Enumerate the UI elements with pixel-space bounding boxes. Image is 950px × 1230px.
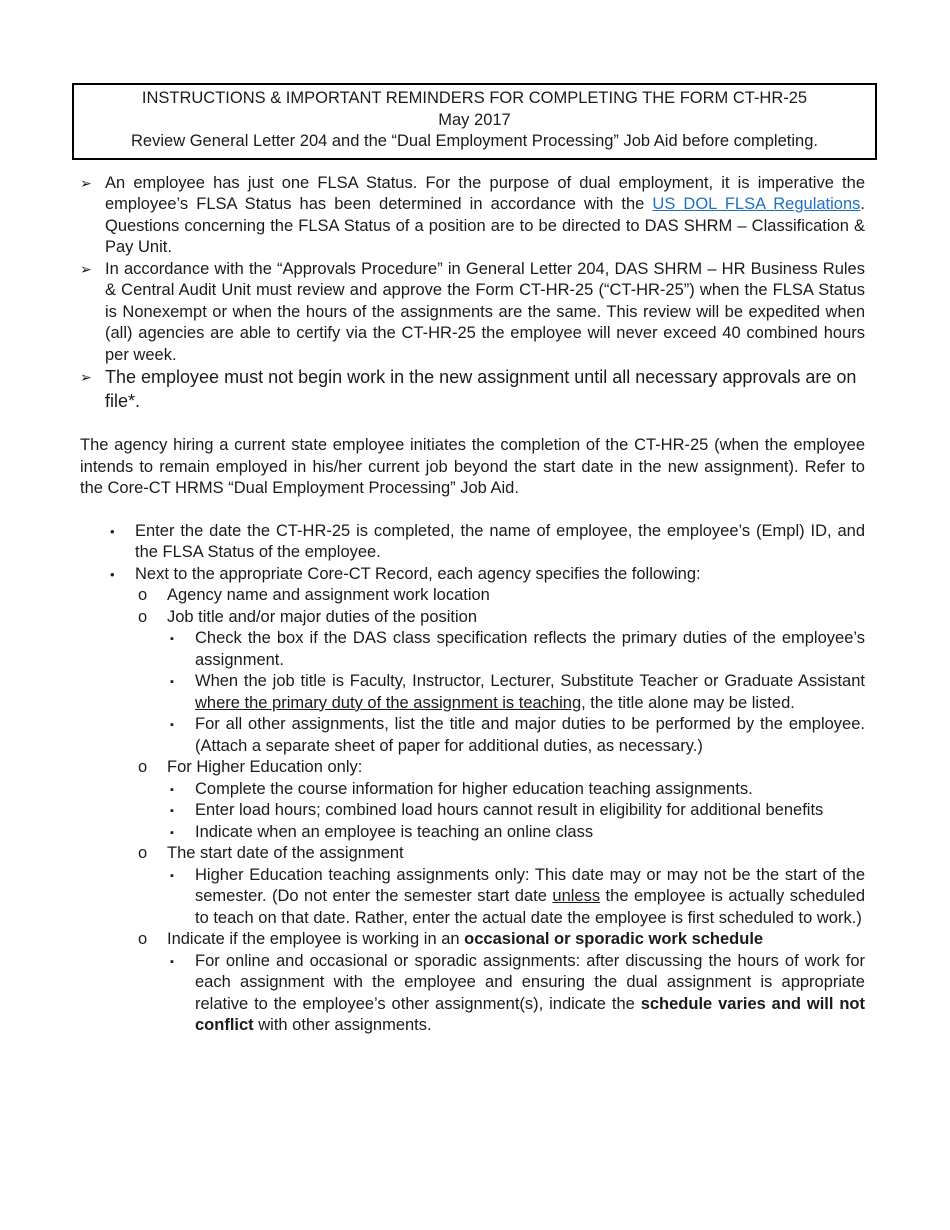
text-run: Indicate if the employee is working in an (167, 930, 465, 948)
bullet-item-check-box (80, 628, 865, 671)
intro-paragraph: The agency hiring a current state employee initiates the completion of the CT-HR-25 (when the employee intends to remain employed in his/her current job beyond the start date in the new assignment). Refer to the Core-CT HRMS “Dual Employment Processing” Job Aid. (80, 436, 865, 497)
text-run-bold: occasional or sporadic work schedule (464, 930, 764, 948)
reminder-item-must-not-begin (80, 366, 865, 413)
square-bullet-icon: ▪ (170, 783, 174, 796)
bullet-item-online-class (80, 822, 865, 844)
circle-bullet-icon: o (138, 844, 148, 862)
text-run: The start date of the assignment (167, 844, 404, 862)
bullet-item-course-information (80, 779, 865, 801)
text-run: Complete the course information for higher education teaching assignments. (195, 779, 753, 798)
text-run: When the job title is Faculty, Instructor, Lecturer, Substitute Teacher or Graduate Assistant (195, 672, 865, 690)
dot-bullet-icon: • (110, 566, 115, 582)
text-run: with other assignments. (253, 1016, 432, 1034)
square-bullet-icon: ▪ (170, 869, 174, 882)
circle-bullet-icon: o (138, 930, 148, 948)
circle-bullet-icon: o (138, 607, 148, 626)
bullet-item-online-occasional (80, 951, 865, 1037)
square-bullet-icon: ▪ (170, 805, 174, 817)
text-run: An employee has just one FLSA Status. For the purpose of dual employment, it is imperative the employee’s FLSA Status has been determined in accordance with the (105, 173, 865, 213)
square-bullet-icon: ▪ (170, 955, 174, 968)
spacer (80, 500, 865, 521)
bullet-item-higher-ed-start-date (80, 865, 865, 930)
text-run: Indicate when an employee is teaching an online class (195, 822, 594, 841)
text-run: Check the box if the DAS class specification reflects the primary duties of the employee’s assignment. (195, 629, 865, 669)
header-subtitle: Review General Letter 204 and the “Dual Employment Processing” Job Aid before completing. (131, 132, 818, 150)
header-title: INSTRUCTIONS & IMPORTANT REMINDERS FOR COMPLETING THE FORM CT-HR-25 (141, 89, 808, 107)
text-run: In accordance with the “Approvals Procedure” in General Letter 204, DAS SHRM – HR Business Rules & Central Audit Unit must review and approve the Form CT-HR-25 (“CT-HR-25”) when the FLSA Status is Nonexempt or when the hours of the assignments are the same. This review will be expedited when (all) agencies are able to certify via the CT-HR-25 the employee will never exceed 40 combined hours per week. (105, 259, 865, 364)
text-run: the employee is actually scheduled to teach on that date. Rather, enter the actual date the employee is first scheduled to work.) (195, 887, 865, 927)
text-run: For Higher Education only: (167, 758, 363, 776)
header-box (72, 83, 877, 160)
arrow-bullet-icon: ➢ (80, 369, 92, 385)
square-bullet-icon: ▪ (170, 826, 174, 839)
arrow-bullet-icon: ➢ (80, 174, 92, 191)
bullet-item-agency-name (80, 585, 865, 607)
text-run: For online and occasional or sporadic assignments: after discussing the hours of work for each assignment with the employee and ensuring the dual assignment is appropriate relative to the employee’s other assignment(s), indicate the (195, 951, 865, 1013)
bullet-item-faculty-titles (80, 671, 865, 714)
bullet-item-core-ct-record (80, 564, 865, 586)
text-run-underlined: where the primary duty of the assignment is teaching (195, 693, 582, 712)
us-dol-flsa-regulations-link[interactable]: US DOL FLSA Regulations (652, 195, 861, 213)
bullet-item-enter-date (80, 521, 865, 564)
text-run-bold: schedule varies and will not conflict (195, 994, 866, 1034)
text-run: Enter the date the CT-HR-25 is completed, the name of employee, the employee’s (Empl) ID, and the FLSA Status of the employee. (135, 521, 865, 561)
reminder-item-flsa-status (80, 173, 865, 259)
text-run-underlined: unless (552, 887, 601, 905)
arrow-bullet-icon: ➢ (80, 260, 92, 277)
dot-bullet-icon: • (110, 523, 115, 539)
bullet-item-start-date (80, 843, 865, 865)
text-run: Job title and/or major duties of the position (167, 607, 478, 626)
bullet-item-job-title (80, 607, 865, 629)
text-run: Next to the appropriate Core-CT Record, each agency specifies the following: (135, 564, 701, 583)
text-run: For all other assignments, list the title and major duties to be performed by the employee. (Attach a separate sheet of paper for additional duties, as necessary.) (195, 715, 865, 755)
text-run: Higher Education teaching assignments only: This date may or may not be the start of the semester. (Do not enter the semester start date (195, 865, 865, 905)
document-body (80, 173, 865, 1037)
bullet-item-occasional-sporadic (80, 929, 865, 951)
circle-bullet-icon: o (138, 586, 148, 604)
text-run: . Questions concerning the FLSA Status of a position are to be directed to DAS SHRM – Classification & Pay Unit. (105, 195, 865, 256)
square-bullet-icon: ▪ (170, 719, 174, 731)
square-bullet-icon: ▪ (170, 633, 174, 645)
header-date: May 2017 (438, 110, 511, 129)
spacer (80, 413, 865, 435)
square-bullet-icon: ▪ (170, 676, 174, 688)
text-run: The employee must not begin work in the new assignment until all necessary approvals are on file*. (105, 367, 857, 411)
text-run: , the title alone may be listed. (581, 693, 795, 712)
bullet-item-load-hours (80, 800, 865, 822)
bullet-item-other-assignments (80, 714, 865, 757)
bullet-item-higher-education-only (80, 757, 865, 779)
circle-bullet-icon: o (138, 758, 148, 776)
reminder-item-approvals-procedure (80, 259, 865, 367)
text-run: Enter load hours; combined load hours cannot result in eligibility for additional benefits (195, 801, 824, 819)
text-run: Agency name and assignment work location (167, 586, 490, 604)
